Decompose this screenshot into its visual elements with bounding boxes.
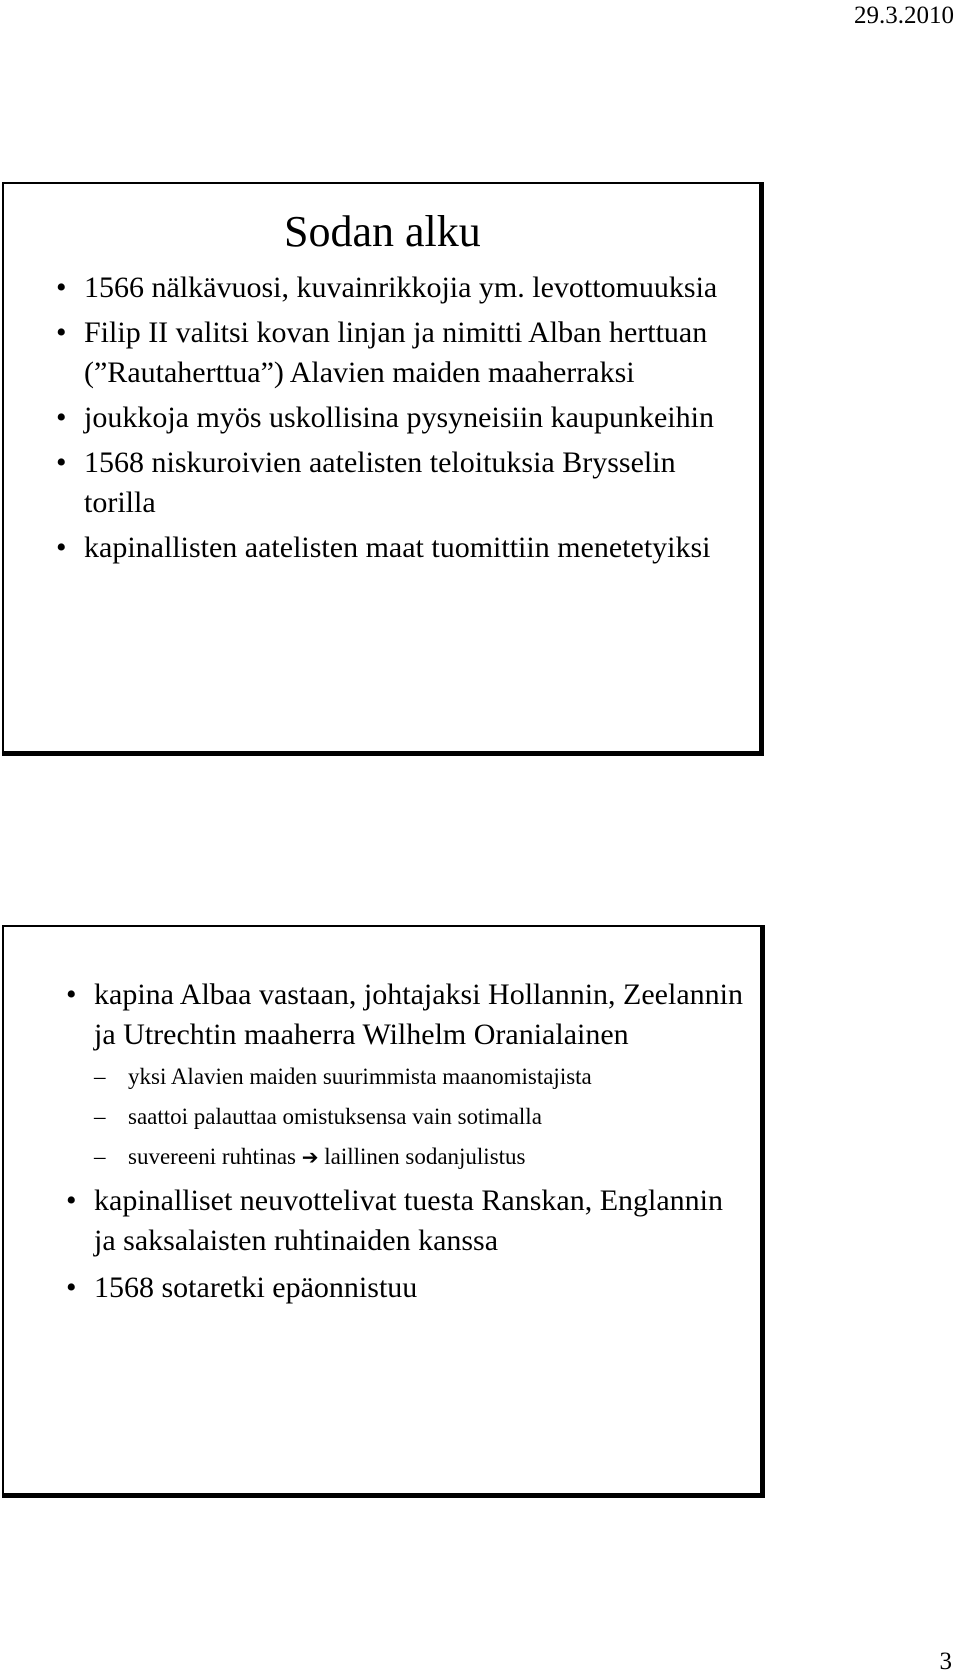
dash-icon: –: [94, 1064, 106, 1089]
slide-sodan-alku: [2, 182, 764, 756]
sub-bullet-item: [94, 1101, 746, 1133]
sub-bullet-text-before: suvereeni ruhtinas: [128, 1144, 296, 1169]
sub-bullet-text: yksi Alavien maiden suurimmista maanomistajista: [128, 1064, 592, 1089]
bullet-item: [56, 313, 746, 393]
bullet-dot-icon: •: [56, 316, 67, 349]
bullet-text: kapinallisten aatelisten maat tuomittiin menetetyiksi: [84, 531, 711, 564]
bullet-item: [66, 1268, 746, 1308]
bullet-text: 1568 sotaretki epäonnistuu: [94, 1271, 418, 1304]
bullet-text: kapina Albaa vastaan, johtajaksi Hollannin, Zeelannin ja Utrechtin maaherra Wilhelm Oranialainen: [94, 978, 743, 1051]
bullet-item: [56, 443, 746, 523]
bullet-dot-icon: •: [56, 271, 67, 304]
bullet-dot-icon: •: [56, 531, 67, 564]
bullet-dot-icon: •: [66, 1271, 77, 1304]
bullet-list: [56, 268, 746, 573]
bullet-item: [56, 398, 746, 438]
sub-bullet-item: [94, 1061, 746, 1093]
bullet-dot-icon: •: [56, 401, 67, 434]
dash-icon: –: [94, 1104, 106, 1129]
bullet-item: [56, 528, 746, 568]
bullet-dot-icon: •: [66, 1184, 77, 1217]
bullet-text: joukkoja myös uskollisina pysyneisiin kaupunkeihin: [84, 401, 714, 434]
sub-bullet-item: [94, 1141, 746, 1173]
bullet-dot-icon: •: [56, 446, 67, 479]
arrow-right-icon: ➔: [301, 1145, 319, 1169]
bullet-item: [56, 268, 746, 308]
bullet-list: [66, 975, 746, 1315]
bullet-item: [66, 1181, 746, 1261]
page-number: 3: [939, 1648, 952, 1675]
bullet-text: 1568 niskuroivien aatelisten teloituksia Brysselin torilla: [84, 446, 676, 519]
bullet-text: 1566 nälkävuosi, kuvainrikkojia ym. levottomuuksia: [84, 271, 718, 304]
page-date: 29.3.2010: [854, 2, 954, 29]
sub-bullet-text: saattoi palauttaa omistuksensa vain sotimalla: [128, 1104, 542, 1129]
slide-title: Sodan alku: [284, 207, 481, 256]
bullet-dot-icon: •: [66, 978, 77, 1011]
sub-bullet-text-after: laillinen sodanjulistus: [324, 1144, 526, 1169]
bullet-text: kapinalliset neuvottelivat tuesta Ranskan, Englannin ja saksalaisten ruhtinaiden kanssa: [94, 1184, 724, 1257]
dash-icon: –: [94, 1144, 106, 1169]
bullet-item: [66, 975, 746, 1173]
sub-bullet-list: [94, 1061, 746, 1173]
slide-kapina: [2, 925, 765, 1498]
bullet-text: Filip II valitsi kovan linjan ja nimitti Alban herttuan (”Rautaherttua”) Alavien maiden maaherraksi: [84, 316, 708, 389]
